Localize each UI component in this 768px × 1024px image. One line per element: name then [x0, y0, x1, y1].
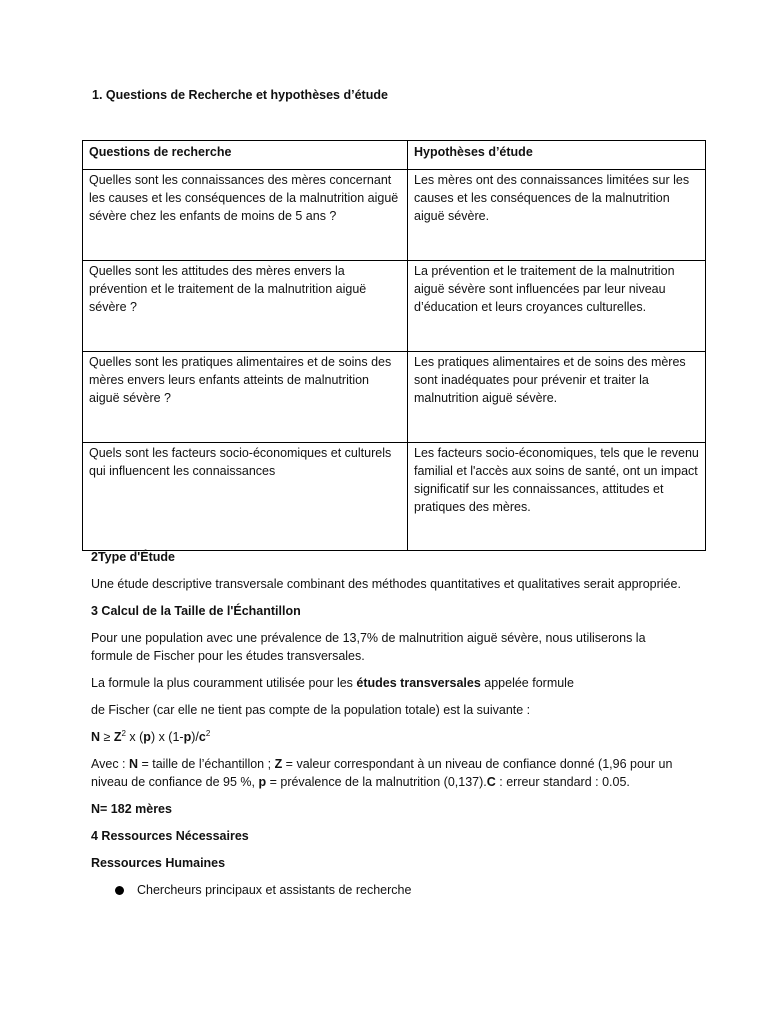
- formula-part: ) x (1-: [150, 730, 184, 744]
- table-header-row: [83, 141, 706, 170]
- section-heading-4: 4 Ressources Nécessaires: [91, 829, 249, 843]
- section-heading-3: 3 Calcul de la Taille de l'Échantillon: [91, 604, 301, 618]
- hypothesis-cell: Les pratiques alimentaires et de soins des mères sont inadéquates pour prévenir et traiter la malnutrition aiguë sévère.: [408, 352, 706, 443]
- formula-ge: ≥: [100, 730, 114, 744]
- legend-text: = prévalence de la malnutrition (0,137).: [266, 775, 487, 789]
- column-header-questions: Questions de recherche: [83, 141, 408, 170]
- legend-p: p: [258, 775, 267, 789]
- legend-text: = taille de l’échantillon ;: [138, 757, 275, 771]
- formula-exponent: 2: [205, 728, 211, 738]
- table-row: [83, 170, 706, 261]
- hypothesis-cell: La prévention et le traitement de la malnutrition aiguë sévère sont influencées par leur niveau d’éducation et leurs croyances culturelles.: [408, 261, 706, 352]
- formula-part: )/: [191, 730, 199, 744]
- formula-intro-bold: études transversales: [356, 676, 481, 690]
- table-row: [83, 352, 706, 443]
- formula-exponent: 2: [121, 728, 126, 738]
- research-questions-table: [82, 140, 706, 551]
- question-cell: Quels sont les facteurs socio-économiques et culturels qui influencent les connaissances: [83, 443, 408, 551]
- question-cell: Quelles sont les connaissances des mères concernant les causes et les conséquences de la malnutrition aiguë sévère chez les enfants de moins de 5 ans ?: [83, 170, 408, 261]
- table-row: [83, 443, 706, 551]
- legend-n: N: [128, 757, 139, 771]
- formula-intro: [91, 674, 681, 692]
- subsection-heading-human-resources: Ressources Humaines: [91, 856, 226, 870]
- formula-c: c: [198, 730, 206, 744]
- legend-text: : erreur standard : 0.05.: [495, 775, 630, 789]
- legend-c: C: [486, 775, 496, 789]
- formula-description: de Fischer (car elle ne tient pas compte de la population totale) est la suivante :: [91, 703, 531, 717]
- question-cell: Quelles sont les attitudes des mères envers la prévention et le traitement de la malnutrition aiguë sévère ?: [83, 261, 408, 352]
- hypothesis-cell: Les facteurs socio-économiques, tels que le revenu familial et l'accès aux soins de santé, ont un impact significatif sur les connaissances, attitudes et pratiques des mères.: [408, 443, 706, 551]
- fischer-formula: [91, 728, 681, 746]
- list-item-text: Chercheurs principaux et assistants de recherche: [137, 883, 412, 897]
- column-header-hypotheses: Hypothèses d’étude: [408, 141, 706, 170]
- question-cell: Quelles sont les pratiques alimentaires et de soins des mères envers leurs enfants atteints de malnutrition aiguë sévère ?: [83, 352, 408, 443]
- formula-part: x (: [125, 730, 144, 744]
- section-heading-2: 2Type d'Étude: [91, 550, 176, 564]
- list-item: [91, 881, 681, 899]
- hypothesis-cell: Les mères ont des connaissances limitées sur les causes et les conséquences de la malnutrition aiguë sévère.: [408, 170, 706, 261]
- legend-text: Avec :: [91, 757, 129, 771]
- formula-z: Z: [113, 730, 122, 744]
- table-row: [83, 261, 706, 352]
- bullet-icon: [115, 886, 124, 895]
- formula-n: N: [91, 730, 101, 744]
- document-body: [91, 548, 681, 899]
- formula-p: p: [143, 730, 151, 744]
- sample-size-intro: Pour une population avec une prévalence de 13,7% de malnutrition aiguë sévère, nous utiliserons la formule de Fischer pour les études transversales.: [91, 631, 646, 663]
- legend-text: = valeur correspondant à un niveau de confiance donné (1,96 pour un niveau de confiance de 95 %,: [91, 757, 673, 789]
- formula-intro-text-end: appelée formule: [480, 676, 574, 690]
- formula-p: p: [183, 730, 192, 744]
- study-type-paragraph: Une étude descriptive transversale combinant des méthodes quantitatives et qualitatives serait appropriée.: [91, 577, 681, 591]
- sample-size-result: N= 182 mères: [91, 802, 172, 816]
- formula-intro-text: La formule la plus couramment utilisée pour les: [91, 676, 357, 690]
- section-heading-1: 1. Questions de Recherche et hypothèses d’étude: [92, 88, 388, 102]
- legend-z: Z: [274, 757, 283, 771]
- formula-legend: [91, 755, 681, 791]
